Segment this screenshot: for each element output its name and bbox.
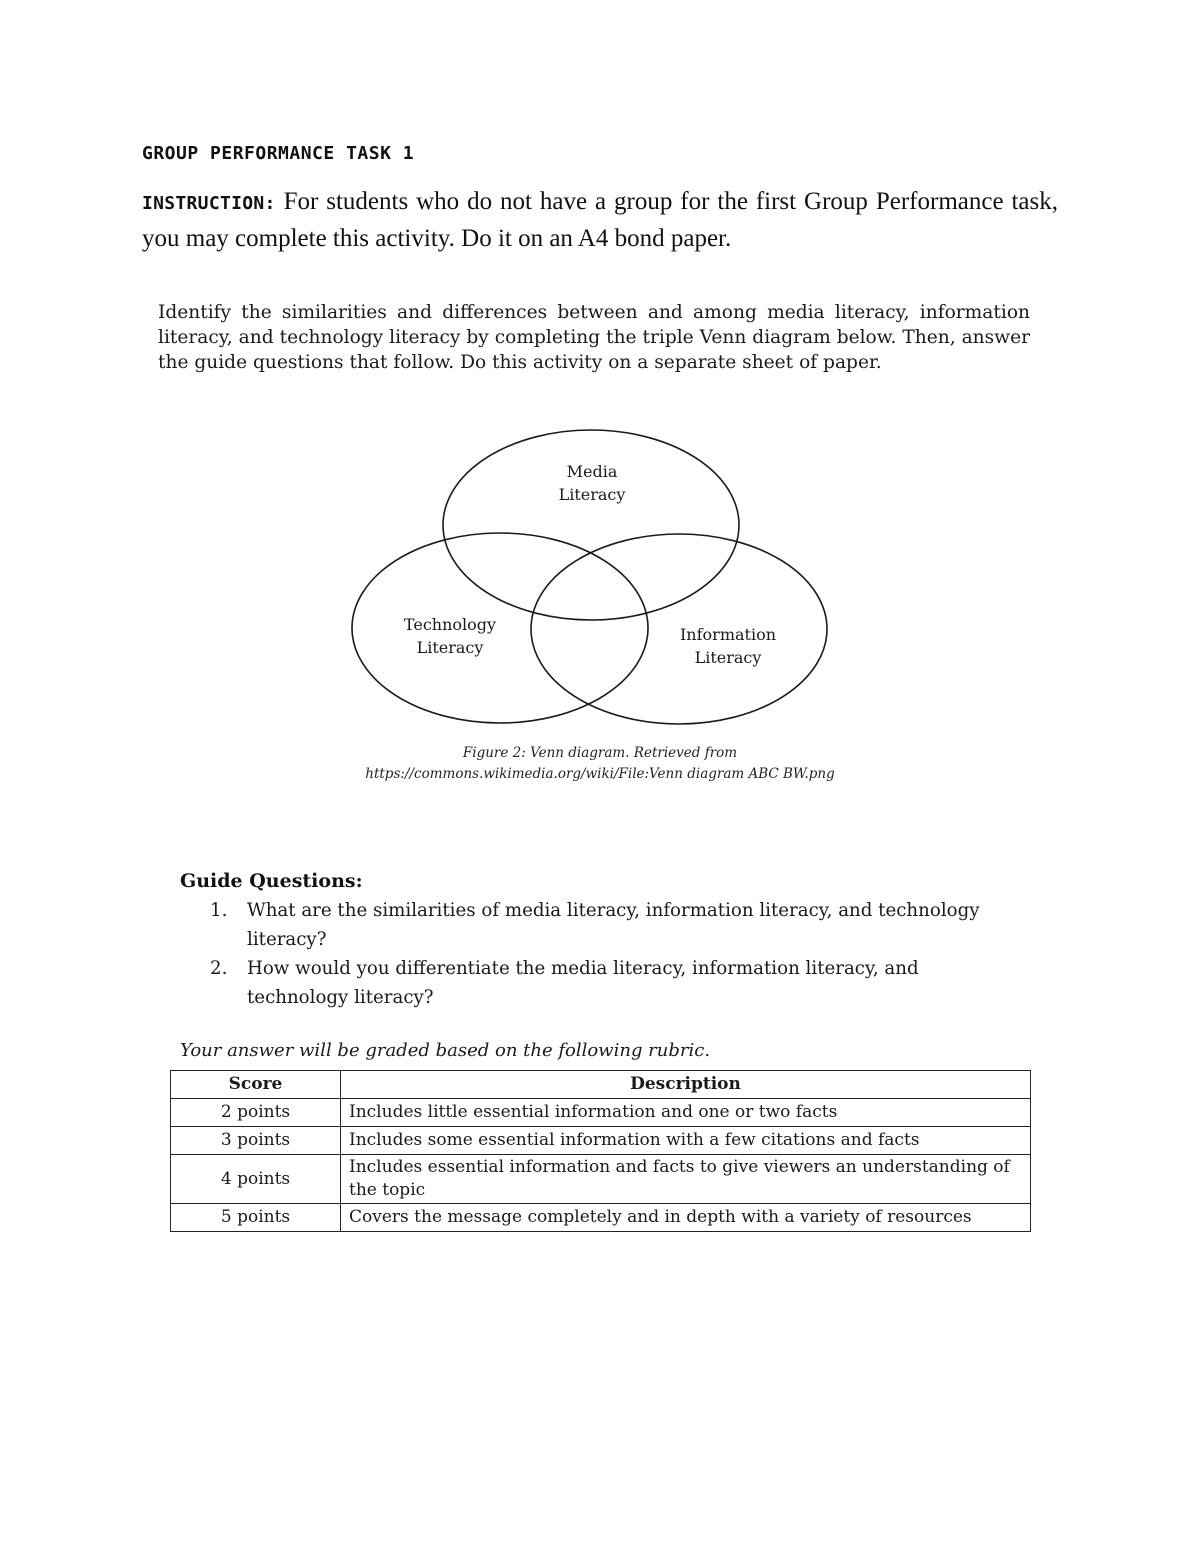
table-row	[171, 1155, 1031, 1204]
rubric-table	[170, 1070, 1031, 1232]
rubric-description: Includes little essential information and one or two facts	[341, 1099, 1031, 1127]
guide-question	[210, 896, 1010, 954]
figure-caption	[240, 743, 960, 785]
venn-label-technology-1: Technology	[403, 615, 497, 634]
page-title: GROUP PERFORMANCE TASK 1	[142, 143, 415, 164]
question-number: 2.	[210, 958, 228, 979]
rubric-score: 2 points	[171, 1099, 341, 1127]
rubric-description: Covers the message completely and in depth with a variety of resources	[341, 1204, 1031, 1232]
table-row	[171, 1099, 1031, 1127]
rubric-score: 3 points	[171, 1127, 341, 1155]
guide-question	[210, 954, 1010, 1012]
rubric-score: 4 points	[171, 1155, 341, 1204]
instruction-paragraph	[142, 184, 1058, 256]
venn-label-media-2: Literacy	[558, 485, 626, 504]
venn-label-information-2: Literacy	[694, 648, 762, 667]
rubric-header-score: Score	[171, 1071, 341, 1099]
guide-questions-list	[210, 896, 1010, 1012]
instruction-label: INSTRUCTION:	[142, 193, 276, 214]
rubric-header-description: Description	[341, 1071, 1031, 1099]
venn-circle-media	[443, 430, 739, 620]
venn-label-media-1: Media	[566, 462, 618, 481]
caption-line-2: https://commons.wikimedia.org/wiki/File:Venn diagram ABC BW.png	[365, 766, 835, 782]
instruction-text: For students who do not have a group for the first Group Performance task, you may complete this activity. Do it on an A4 bond paper.	[142, 188, 1058, 252]
venn-label-information-1: Information	[679, 625, 777, 644]
venn-diagram	[340, 420, 840, 740]
rubric-description: Includes essential information and facts to give viewers an understanding of the topic	[341, 1155, 1031, 1204]
caption-line-1: Figure 2: Venn diagram. Retrieved from	[462, 745, 738, 761]
venn-label-technology-2: Literacy	[416, 638, 484, 657]
question-text: How would you differentiate the media literacy, information literacy, and technology literacy?	[247, 958, 919, 1008]
venn-circle-technology	[352, 533, 648, 723]
activity-text: Identify the similarities and differences between and among media literacy, information literacy, and technology literacy by completing the triple Venn diagram below. Then, answer the guide questions that follow. Do this activity on a separate sheet of paper.	[158, 302, 1030, 373]
rubric-score: 5 points	[171, 1204, 341, 1232]
rubric-description: Includes some essential information with a few citations and facts	[341, 1127, 1031, 1155]
guide-questions-heading: Guide Questions:	[180, 870, 363, 892]
table-row	[171, 1204, 1031, 1232]
rubric-note: Your answer will be graded based on the following rubric.	[180, 1040, 711, 1061]
table-row	[171, 1127, 1031, 1155]
question-number: 1.	[210, 900, 228, 921]
rubric-header-row	[171, 1071, 1031, 1099]
question-text: What are the similarities of media literacy, information literacy, and technology literacy?	[247, 900, 980, 950]
